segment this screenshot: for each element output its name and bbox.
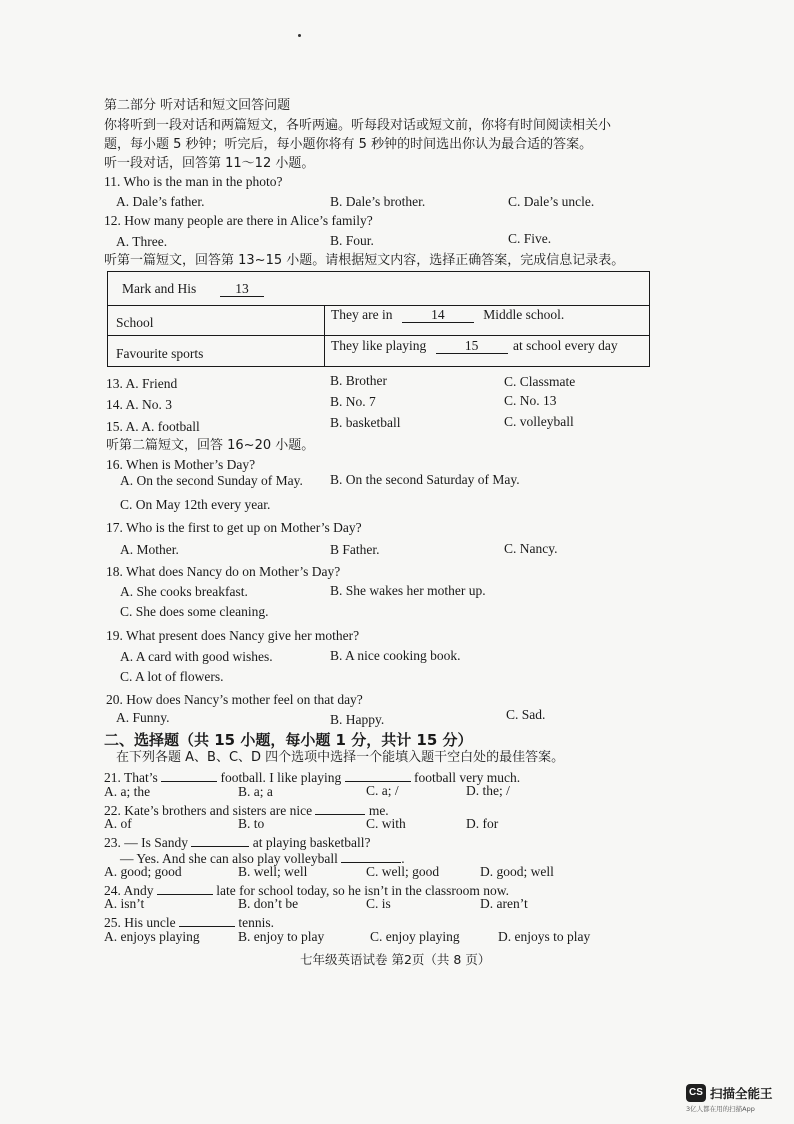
- q22-blank: [315, 799, 365, 815]
- q22-stem: 22. Kate’s brothers and sisters are nice me.: [104, 799, 389, 820]
- q11-option-a: A. Dale’s father.: [116, 194, 205, 209]
- q14-option-a: 14. A. No. 3: [106, 397, 173, 412]
- q11-stem: 11. Who is the man in the photo?: [104, 174, 283, 189]
- table-row-2: [108, 305, 649, 336]
- section2-instruction: 在下列各题 A、B、C、D 四个选项中选择一个能填入题干空白处的最佳答案。: [116, 750, 565, 765]
- q23-stem-line2: — Yes. And she can also play volleyball .: [120, 847, 405, 868]
- q22-option-b: B. to: [238, 816, 265, 831]
- q15-option-b: B. basketball: [330, 415, 401, 430]
- q21-option-b: B. a; a: [238, 784, 273, 799]
- table-row2-suffix: Middle school.: [483, 307, 565, 322]
- passage2-intro: 听第二篇短文，回答 16~20 小题。: [106, 438, 315, 453]
- scan-speck: [298, 34, 301, 37]
- q20-option-a: A. Funny.: [116, 710, 170, 725]
- q23-option-b: B. well; well: [238, 864, 308, 879]
- q12-option-b: B. Four.: [330, 233, 374, 248]
- table-row3-prefix: They like playing: [331, 338, 427, 353]
- table-row1-label: Mark and His: [122, 281, 197, 296]
- info-record-table: [107, 271, 650, 367]
- q13-option-c: C. Classmate: [504, 374, 576, 389]
- scanner-app-name: 扫描全能王: [710, 1086, 773, 1101]
- q14-option-c: C. No. 13: [504, 393, 557, 408]
- table-row2-label: School: [116, 315, 154, 330]
- q18-option-b: B. She wakes her mother up.: [330, 583, 486, 598]
- q24-option-c: C. is: [366, 896, 391, 911]
- q11-option-c: C. Dale’s uncle.: [508, 194, 595, 209]
- q23-option-a: A. good; good: [104, 864, 182, 879]
- q21-blank-2: [345, 766, 411, 782]
- camscanner-logo-icon: CS: [686, 1084, 706, 1102]
- q22-option-a: A. of: [104, 816, 132, 831]
- q18-option-c: C. She does some cleaning.: [120, 604, 269, 619]
- q21-option-a: A. a; the: [104, 784, 151, 799]
- q21-option-c: C. a; /: [366, 783, 399, 798]
- q12-option-a: A. Three.: [116, 234, 168, 249]
- q13-option-b: B. Brother: [330, 373, 387, 388]
- q23-option-c: C. well; good: [366, 864, 440, 879]
- q23-blank-1: [191, 831, 249, 847]
- q21-stem: 21. That’s football. I like playing football very much.: [104, 766, 520, 787]
- q15-option-c: C. volleyball: [504, 414, 574, 429]
- q25-option-a: A. enjoys playing: [104, 929, 200, 944]
- q23-blank-2: [341, 847, 401, 863]
- blank-13: 13: [220, 281, 264, 297]
- q17-option-a: A. Mother.: [120, 542, 179, 557]
- q21-blank-1: [161, 766, 217, 782]
- q25-blank: [179, 911, 235, 927]
- q11-option-b: B. Dale’s brother.: [330, 194, 426, 209]
- q20-option-b: B. Happy.: [330, 712, 385, 727]
- q19-option-a: A. A card with good wishes.: [120, 649, 273, 664]
- scanner-app-tagline: 3亿人都在用的扫描App: [686, 1105, 755, 1113]
- q24-option-d: D. aren’t: [480, 896, 528, 911]
- q18-option-a: A. She cooks breakfast.: [120, 584, 248, 599]
- q21-option-d: D. the; /: [466, 783, 510, 798]
- table-row3-label: Favourite sports: [116, 346, 204, 361]
- table-row-3: [108, 335, 649, 366]
- q12-option-c: C. Five.: [508, 231, 552, 246]
- q22-option-d: D. for: [466, 816, 499, 831]
- table-row2-prefix: They are in: [331, 307, 393, 322]
- q20-option-c: C. Sad.: [506, 707, 546, 722]
- table-column-divider: [324, 305, 325, 366]
- q23-option-d: D. good; well: [480, 864, 554, 879]
- q16-option-a: A. On the second Sunday of May.: [120, 473, 303, 488]
- table-row3-suffix: at school every day: [512, 338, 618, 353]
- dialog-intro: 听一段对话，回答第 11～12 小题。: [104, 156, 315, 171]
- blank-14: 14: [402, 307, 474, 323]
- page-footer: 七年级英语试卷 第2页（共 8 页）: [300, 952, 491, 967]
- q14-option-b: B. No. 7: [330, 394, 376, 409]
- passage1-intro: 听第一篇短文，回答第 13~15 小题。请根据短文内容，选择正确答案，完成信息记录表。: [104, 253, 625, 268]
- q16-option-c: C. On May 12th every year.: [120, 497, 271, 512]
- section2-heading: 二、选择题（共 15 小题，每小题 1 分，共计 15 分）: [104, 731, 473, 749]
- q17-option-c: C. Nancy.: [504, 541, 558, 556]
- q20-stem: 20. How does Nancy’s mother feel on that day?: [106, 692, 363, 707]
- q25-stem: 25. His uncle tennis.: [104, 911, 274, 932]
- q24-option-a: A. isn’t: [104, 896, 145, 911]
- q24-option-b: B. don’t be: [238, 896, 299, 911]
- part2-instruction-line2: 题，每小题 5 秒钟；听完后，每小题你将有 5 秒钟的时间选出你认为最合适的答案。: [104, 137, 593, 152]
- q25-option-d: D. enjoys to play: [498, 929, 591, 944]
- q16-option-b: B. On the second Saturday of May.: [330, 472, 520, 487]
- q23-stem-line1: 23. — Is Sandy at playing basketball?: [104, 831, 370, 852]
- table-row-1: [108, 272, 649, 306]
- q19-stem: 19. What present does Nancy give her mother?: [106, 628, 360, 643]
- q25-option-c: C. enjoy playing: [370, 929, 460, 944]
- q24-blank: [157, 879, 213, 895]
- q22-option-c: C. with: [366, 816, 406, 831]
- q19-option-b: B. A nice cooking book.: [330, 648, 461, 663]
- q15-option-a: 15. A. A. football: [106, 419, 200, 434]
- q24-stem: 24. Andy late for school today, so he isn’t in the classroom now.: [104, 879, 509, 900]
- q16-stem: 16. When is Mother’s Day?: [106, 457, 256, 472]
- part2-heading: 第二部分 听对话和短文回答问题: [104, 98, 291, 113]
- q12-stem: 12. How many people are there in Alice’s family?: [104, 213, 373, 228]
- blank-15: 15: [436, 338, 508, 354]
- q19-option-c: C. A lot of flowers.: [120, 669, 224, 684]
- q17-option-b: B Father.: [330, 542, 380, 557]
- q18-stem: 18. What does Nancy do on Mother’s Day?: [106, 564, 341, 579]
- q17-stem: 17. Who is the first to get up on Mother’s Day?: [106, 520, 362, 535]
- q13-option-a: 13. A. Friend: [106, 376, 178, 391]
- part2-instruction-line1: 你将听到一段对话和两篇短文，各听两遍。听每段对话或短文前，你将有时间阅读相关小: [104, 118, 612, 133]
- q25-option-b: B. enjoy to play: [238, 929, 325, 944]
